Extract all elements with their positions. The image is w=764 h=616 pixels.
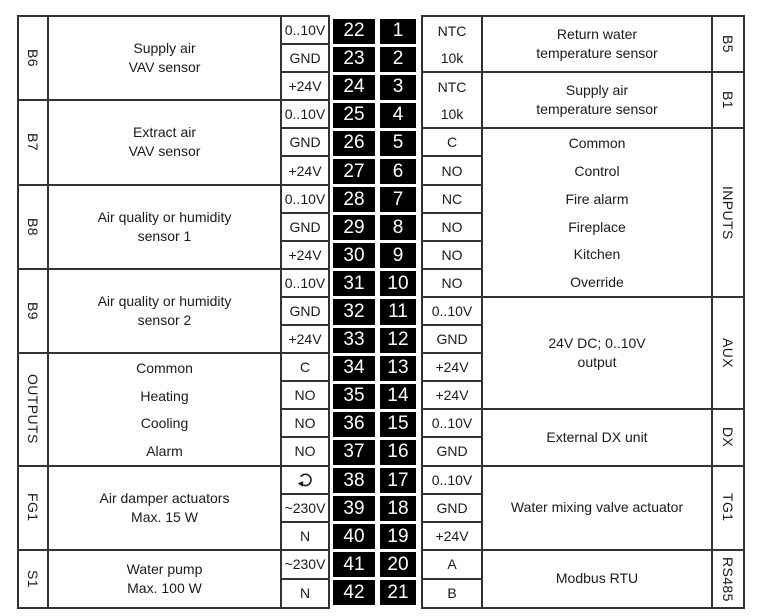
section-b6-description: Supply air VAV sensor	[49, 17, 282, 99]
section-outputs	[19, 354, 328, 466]
signal-label: NTC	[437, 22, 467, 39]
terminal-cell: 8	[380, 215, 416, 240]
terminal-cell: 40	[333, 524, 375, 549]
signal-label: +24V	[435, 387, 469, 404]
signal-label: ~230V	[282, 495, 328, 523]
signal-label: +24V	[435, 527, 469, 544]
signal-label: 0..10V	[282, 101, 328, 129]
terminal-cell: 3	[380, 75, 416, 100]
section-fg1-signals	[282, 467, 328, 549]
section-b8	[19, 186, 328, 270]
signal-label: +24V	[288, 78, 322, 95]
signal-label: N	[299, 585, 311, 602]
signal-label: NO	[423, 242, 481, 270]
section-inputs-description: Common Control Fire alarm Fireplace Kitchen Override	[483, 129, 713, 296]
terminal-cell: 19	[380, 524, 416, 549]
signal-label: +24V	[288, 162, 322, 179]
section-tg1-label: TG1	[720, 493, 736, 522]
signal-rotation-cell	[282, 467, 328, 495]
signal-label: B	[447, 585, 457, 602]
terminal-cell: 12	[380, 328, 416, 353]
signal-label: NO	[423, 214, 481, 242]
terminal-cell: 15	[380, 412, 416, 437]
signal-label: 0..10V	[282, 186, 328, 214]
signal-label: 0..10V	[423, 467, 481, 495]
terminal-cell: 24	[333, 75, 375, 100]
section-rs485-description: Modbus RTU	[483, 551, 713, 607]
rotation-arrow-icon	[295, 470, 315, 490]
left-terminal-strip	[333, 17, 375, 607]
section-aux-label: AUX	[720, 338, 736, 369]
terminal-cell: 25	[333, 103, 375, 128]
terminal-cell: 10	[380, 271, 416, 296]
signal-label: GND	[423, 495, 481, 523]
section-b9-description: Air quality or humidity sensor 2	[49, 270, 282, 352]
terminal-cell: 35	[333, 384, 375, 409]
section-b7	[19, 101, 328, 185]
signal-label: NO	[294, 443, 316, 460]
terminal-cell: 20	[380, 552, 416, 577]
terminal-cell: 28	[333, 187, 375, 212]
signal-label: 0..10V	[282, 17, 328, 45]
signal-label: NO	[423, 157, 481, 185]
signal-label: +24V	[288, 331, 322, 348]
section-inputs-signals	[423, 129, 483, 296]
left-panel	[17, 15, 330, 609]
signal-label: N	[299, 527, 311, 544]
terminal-cell: 4	[380, 103, 416, 128]
terminal-cell: 6	[380, 159, 416, 184]
section-fg1	[19, 467, 328, 551]
signal-label: NTC	[437, 78, 467, 95]
section-b1-signals	[423, 73, 483, 127]
terminal-cell: 32	[333, 299, 375, 324]
terminal-cell: 39	[333, 496, 375, 521]
section-b1-label: B1	[720, 91, 736, 110]
section-dx	[423, 410, 743, 466]
section-dx-description: External DX unit	[483, 410, 713, 464]
section-b7-label: B7	[19, 101, 49, 183]
terminal-cell: 29	[333, 215, 375, 240]
right-terminal-strip	[380, 17, 416, 607]
terminal-cell: 42	[333, 580, 375, 605]
section-s1	[19, 551, 328, 607]
signal-label: GND	[282, 298, 328, 326]
section-tg1-description: Water mixing valve actuator	[483, 467, 713, 549]
terminal-cell: 38	[333, 468, 375, 493]
terminal-cell: 11	[380, 299, 416, 324]
signal-label: ~230V	[282, 551, 328, 580]
signal-label: GND	[282, 129, 328, 157]
section-b9	[19, 270, 328, 354]
section-b7-description: Extract air VAV sensor	[49, 101, 282, 183]
signal-label: GND	[436, 443, 468, 460]
terminal-cell: 31	[333, 271, 375, 296]
terminal-cell: 33	[333, 328, 375, 353]
terminal-cell: 30	[333, 243, 375, 268]
section-dx-label: DX	[720, 427, 736, 448]
section-dx-signals	[423, 410, 483, 464]
terminal-cell: 2	[380, 47, 416, 72]
section-rs485-label: RS485	[720, 556, 736, 602]
section-s1-description: Water pump Max. 100 W	[49, 551, 282, 607]
signal-label: +24V	[423, 354, 481, 382]
section-tg1-signals	[423, 467, 483, 549]
terminal-cell: 36	[333, 412, 375, 437]
terminal-cell: 23	[333, 47, 375, 72]
signal-label: 0..10V	[423, 298, 481, 326]
section-b5	[423, 17, 743, 73]
section-b6-signals	[282, 17, 328, 99]
terminal-cell: 26	[333, 131, 375, 156]
terminal-cell: 34	[333, 356, 375, 381]
section-b1-description: Supply air temperature sensor	[483, 73, 713, 127]
terminal-cell: 13	[380, 356, 416, 381]
terminal-cell: 7	[380, 187, 416, 212]
section-b5-description: Return water temperature sensor	[483, 17, 713, 71]
terminal-cell: 9	[380, 243, 416, 268]
terminal-cell: 22	[333, 19, 375, 44]
section-b9-signals	[282, 270, 328, 352]
signal-label: NO	[441, 274, 463, 291]
terminal-cell: 1	[380, 19, 416, 44]
section-b8-label: B8	[19, 186, 49, 268]
section-inputs	[423, 129, 743, 298]
terminal-cell: 18	[380, 496, 416, 521]
signal-label: NO	[282, 382, 328, 410]
terminal-cell: 37	[333, 440, 375, 465]
section-outputs-description: Common Heating Cooling Alarm	[49, 354, 282, 464]
section-fg1-label: FG1	[19, 467, 49, 549]
signal-label: +24V	[288, 246, 322, 263]
right-panel	[421, 15, 745, 609]
section-b8-description: Air quality or humidity sensor 1	[49, 186, 282, 268]
section-aux	[423, 298, 743, 410]
signal-label: GND	[282, 214, 328, 242]
section-b6-label: B6	[19, 17, 49, 99]
signal-label: C	[282, 354, 328, 382]
section-outputs-label: OUTPUTS	[19, 354, 49, 464]
section-s1-label: S1	[19, 551, 49, 607]
signal-label: 0..10V	[423, 410, 481, 438]
section-s1-signals	[282, 551, 328, 607]
terminal-cell: 21	[380, 580, 416, 605]
signal-label: 0..10V	[282, 270, 328, 298]
section-rs485	[423, 551, 743, 607]
section-b6	[19, 17, 328, 101]
terminal-cell: 27	[333, 159, 375, 184]
signal-label: GND	[423, 326, 481, 354]
section-b1	[423, 73, 743, 129]
signal-label: NO	[282, 410, 328, 438]
terminal-cell: 16	[380, 440, 416, 465]
terminal-cell: 14	[380, 384, 416, 409]
section-b5-label: B5	[720, 35, 736, 54]
section-rs485-signals	[423, 551, 483, 607]
section-b5-signals	[423, 17, 483, 71]
section-aux-signals	[423, 298, 483, 408]
signal-label: C	[423, 129, 481, 157]
section-fg1-description: Air damper actuators Max. 15 W	[49, 467, 282, 549]
terminal-cell: 41	[333, 552, 375, 577]
section-aux-description: 24V DC; 0..10V output	[483, 298, 713, 408]
signal-label: A	[423, 551, 481, 580]
section-inputs-label: INPUTS	[720, 185, 736, 240]
section-outputs-signals	[282, 354, 328, 464]
section-tg1	[423, 467, 743, 551]
terminal-cell: 5	[380, 131, 416, 156]
signal-label: NC	[423, 186, 481, 214]
section-b7-signals	[282, 101, 328, 183]
signal-label: 10k	[440, 49, 464, 66]
signal-label: 10k	[440, 105, 464, 122]
section-b9-label: B9	[19, 270, 49, 352]
section-b8-signals	[282, 186, 328, 268]
signal-label: GND	[282, 45, 328, 73]
terminal-cell: 17	[380, 468, 416, 493]
